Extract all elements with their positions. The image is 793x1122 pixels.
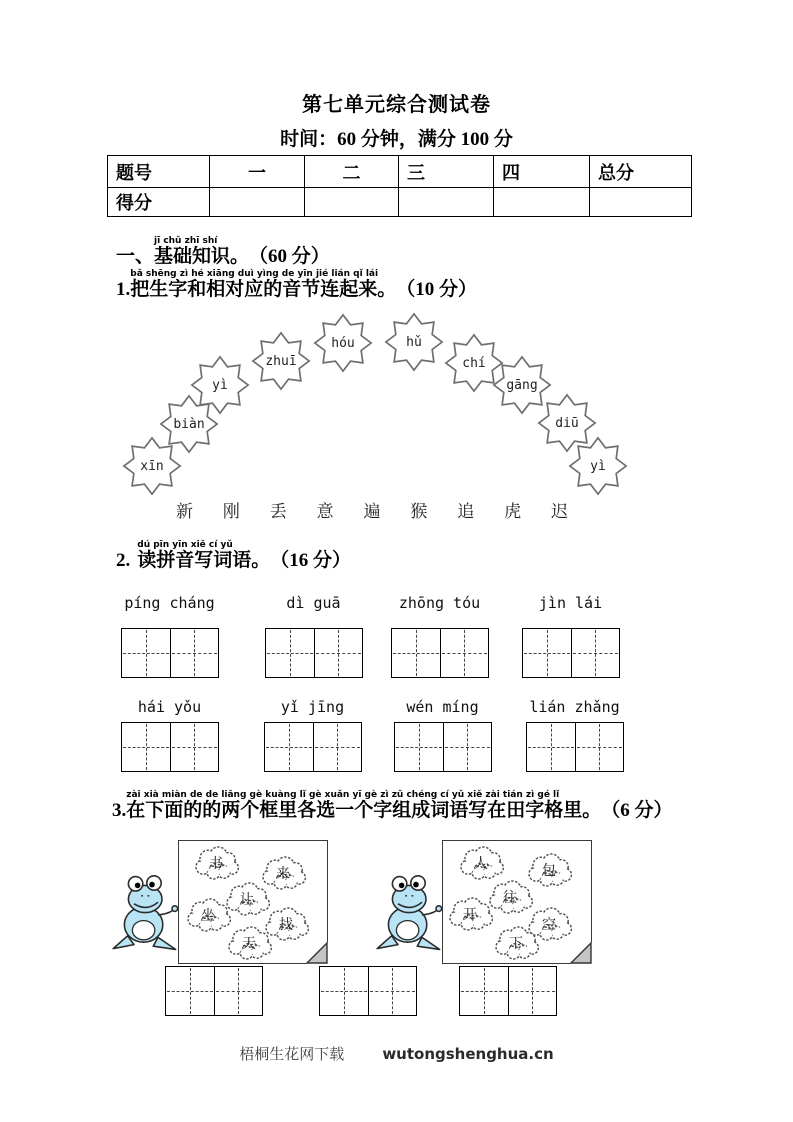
writing-cell — [368, 967, 417, 1015]
q3-score: （6 分） — [601, 800, 673, 821]
frog-icon — [110, 864, 182, 958]
score-blank-cell — [399, 188, 494, 217]
q3-pinyin: zài xià miàn de de liǎng gè kuàng lǐ gè xuǎn yī gè zì zǔ chéng cí yǔ xiě zài tián zì gé lǐ — [126, 790, 560, 800]
star-syllable: biàn — [173, 416, 205, 432]
writing-grid — [459, 966, 557, 1016]
writing-cell — [266, 629, 314, 677]
star-badge — [384, 312, 444, 372]
score-table-header-row — [108, 156, 692, 188]
pinyin-word: zhōng tóu — [398, 594, 481, 612]
choice-character: 让 — [240, 893, 254, 908]
frog-illustration — [374, 864, 446, 958]
choice-character: 来 — [276, 867, 290, 882]
score-table-header-cell: 总分 — [590, 156, 692, 188]
q1-score: （10 分） — [396, 279, 478, 300]
score-table-header-cell: 三 — [399, 156, 494, 188]
match-character: 猴 — [410, 502, 428, 521]
writing-cell — [395, 723, 443, 771]
q1-pinyin: bǎ shēng zì hé xiāng duì yìng de yīn jié lián qǐ lái — [130, 269, 379, 279]
pinyin-word: píng cháng — [124, 594, 215, 612]
q1-number: 1. — [116, 279, 131, 300]
writing-cell — [265, 723, 313, 771]
pinyin-word: hái yǒu — [137, 698, 202, 716]
writing-cell — [392, 629, 440, 677]
writing-cell — [122, 629, 170, 677]
q2-annotated-text — [137, 541, 270, 571]
star-syllable: hǔ — [406, 334, 422, 350]
match-character: 虎 — [504, 502, 522, 521]
star-badge — [190, 355, 250, 415]
cloud-bubble — [457, 846, 505, 880]
star-syllable: zhuī — [265, 353, 297, 369]
score-table-header-cell: 二 — [305, 156, 399, 188]
star-syllable: chí — [462, 355, 486, 371]
choice-character: 坐 — [201, 909, 215, 924]
writing-cell — [460, 967, 508, 1015]
time-score-subtitle: 时间：60 分钟，满分 100 分 — [280, 129, 513, 150]
writing-grid — [265, 628, 363, 678]
pinyin-word: jìn lái — [538, 594, 603, 612]
writing-grid — [264, 722, 362, 772]
score-blank-cell — [305, 188, 399, 217]
pinyin-word: yǐ jīng — [280, 698, 345, 716]
writing-cell — [320, 967, 368, 1015]
writing-cell — [527, 723, 575, 771]
writing-cell — [443, 723, 492, 771]
q2-text: 读拼音写词语。 — [137, 550, 271, 571]
score-table-score-row — [108, 188, 692, 217]
choice-character: 开 — [463, 908, 477, 923]
star-syllable: xīn — [140, 458, 164, 474]
choice-character: 书 — [209, 857, 223, 872]
star-syllable: gāng — [506, 377, 538, 393]
page-fold-corner — [305, 941, 329, 965]
writing-grid — [319, 966, 417, 1016]
q1-heading — [116, 270, 477, 300]
match-character: 追 — [457, 502, 475, 521]
section1-text: 基础知识。 — [154, 246, 250, 267]
character-choice-box-1 — [178, 840, 328, 964]
section1-pinyin: jī chǔ zhī shí — [154, 236, 218, 246]
writing-cell — [571, 629, 620, 677]
match-character: 迟 — [551, 502, 568, 521]
match-character: 遍 — [363, 502, 381, 521]
writing-grid — [391, 628, 489, 678]
star-syllable: hóu — [331, 335, 355, 351]
choice-character: 下 — [509, 937, 523, 952]
match-character: 刚 — [222, 502, 240, 521]
page-fold-corner — [569, 941, 593, 965]
writing-cell — [122, 723, 170, 771]
star-syllable: diū — [555, 415, 579, 431]
writing-cell — [170, 629, 219, 677]
q3-text: 在下面的的两个框里各选一个字组成词语写在田字格里。 — [126, 800, 602, 821]
score-blank-cell — [590, 188, 692, 217]
choice-character: 包 — [542, 864, 556, 879]
writing-grid — [121, 722, 219, 772]
q2-pinyin: dú pīn yīn xiě cí yǔ — [137, 540, 233, 550]
writing-cell — [214, 967, 263, 1015]
score-table — [107, 155, 692, 217]
frog-illustration — [110, 864, 182, 958]
match-character: 新 — [176, 502, 193, 521]
writing-cell — [170, 723, 219, 771]
q2-number: 2. — [116, 550, 131, 571]
section1-annotated-text — [154, 237, 249, 267]
score-table-header-cell: 题号 — [108, 156, 210, 188]
writing-grid — [394, 722, 492, 772]
cloud-bubble — [446, 897, 494, 931]
score-blank-cell — [494, 188, 590, 217]
cloud-bubble — [225, 926, 273, 960]
pinyin-word: lián zhǎng — [529, 698, 620, 716]
writing-grid — [121, 628, 219, 678]
q1-character-row — [176, 497, 568, 522]
score-blank-cell — [210, 188, 305, 217]
star-syllable: yì — [212, 377, 228, 393]
match-character: 意 — [316, 502, 334, 521]
writing-grid — [165, 966, 263, 1016]
choice-character: 找 — [279, 918, 293, 933]
character-choice-box-2 — [442, 840, 592, 964]
page-title: 第七单元综合测试卷 — [302, 94, 491, 116]
frog-icon — [374, 864, 446, 958]
star-badge — [251, 331, 311, 391]
writing-cell — [440, 629, 489, 677]
writing-cell — [313, 723, 362, 771]
choice-character: 天 — [242, 937, 256, 952]
section1-heading — [116, 237, 330, 267]
cloud-bubble — [192, 846, 240, 880]
section-number: 一、 — [116, 246, 155, 267]
q3-heading — [112, 791, 673, 821]
writing-cell — [575, 723, 624, 771]
score-table-header-cell: 一 — [210, 156, 305, 188]
choice-character: 往 — [503, 891, 517, 906]
writing-grid — [526, 722, 624, 772]
writing-cell — [508, 967, 557, 1015]
q1-annotated-text — [130, 270, 396, 300]
score-row-label: 得分 — [108, 188, 210, 217]
footer-site-name: 梧桐生花网下载 — [239, 1047, 345, 1063]
star-badge — [568, 436, 628, 496]
writing-cell — [166, 967, 214, 1015]
choice-character: 人 — [474, 857, 488, 872]
star-badge — [313, 313, 373, 373]
footer-site-url: wutongshenghua.cn — [382, 1044, 554, 1063]
pinyin-word: wén míng — [406, 698, 479, 716]
q3-annotated-text — [126, 791, 601, 821]
choice-character: 空 — [542, 918, 556, 933]
star-syllable: yì — [590, 458, 606, 474]
writing-cell — [314, 629, 363, 677]
pinyin-word: dì guā — [286, 594, 341, 612]
q1-text: 把生字和相对应的音节连起来。 — [130, 279, 397, 300]
match-character: 丢 — [269, 502, 287, 521]
score-table-header-cell: 四 — [494, 156, 590, 188]
writing-cell — [523, 629, 571, 677]
q2-score: （16 分） — [270, 550, 352, 571]
q3-number: 3. — [112, 800, 127, 821]
writing-grid — [522, 628, 620, 678]
page-footer — [0, 1043, 793, 1064]
q2-heading — [116, 541, 351, 571]
cloud-bubble — [492, 926, 540, 960]
section1-score: （60 分） — [249, 246, 330, 267]
